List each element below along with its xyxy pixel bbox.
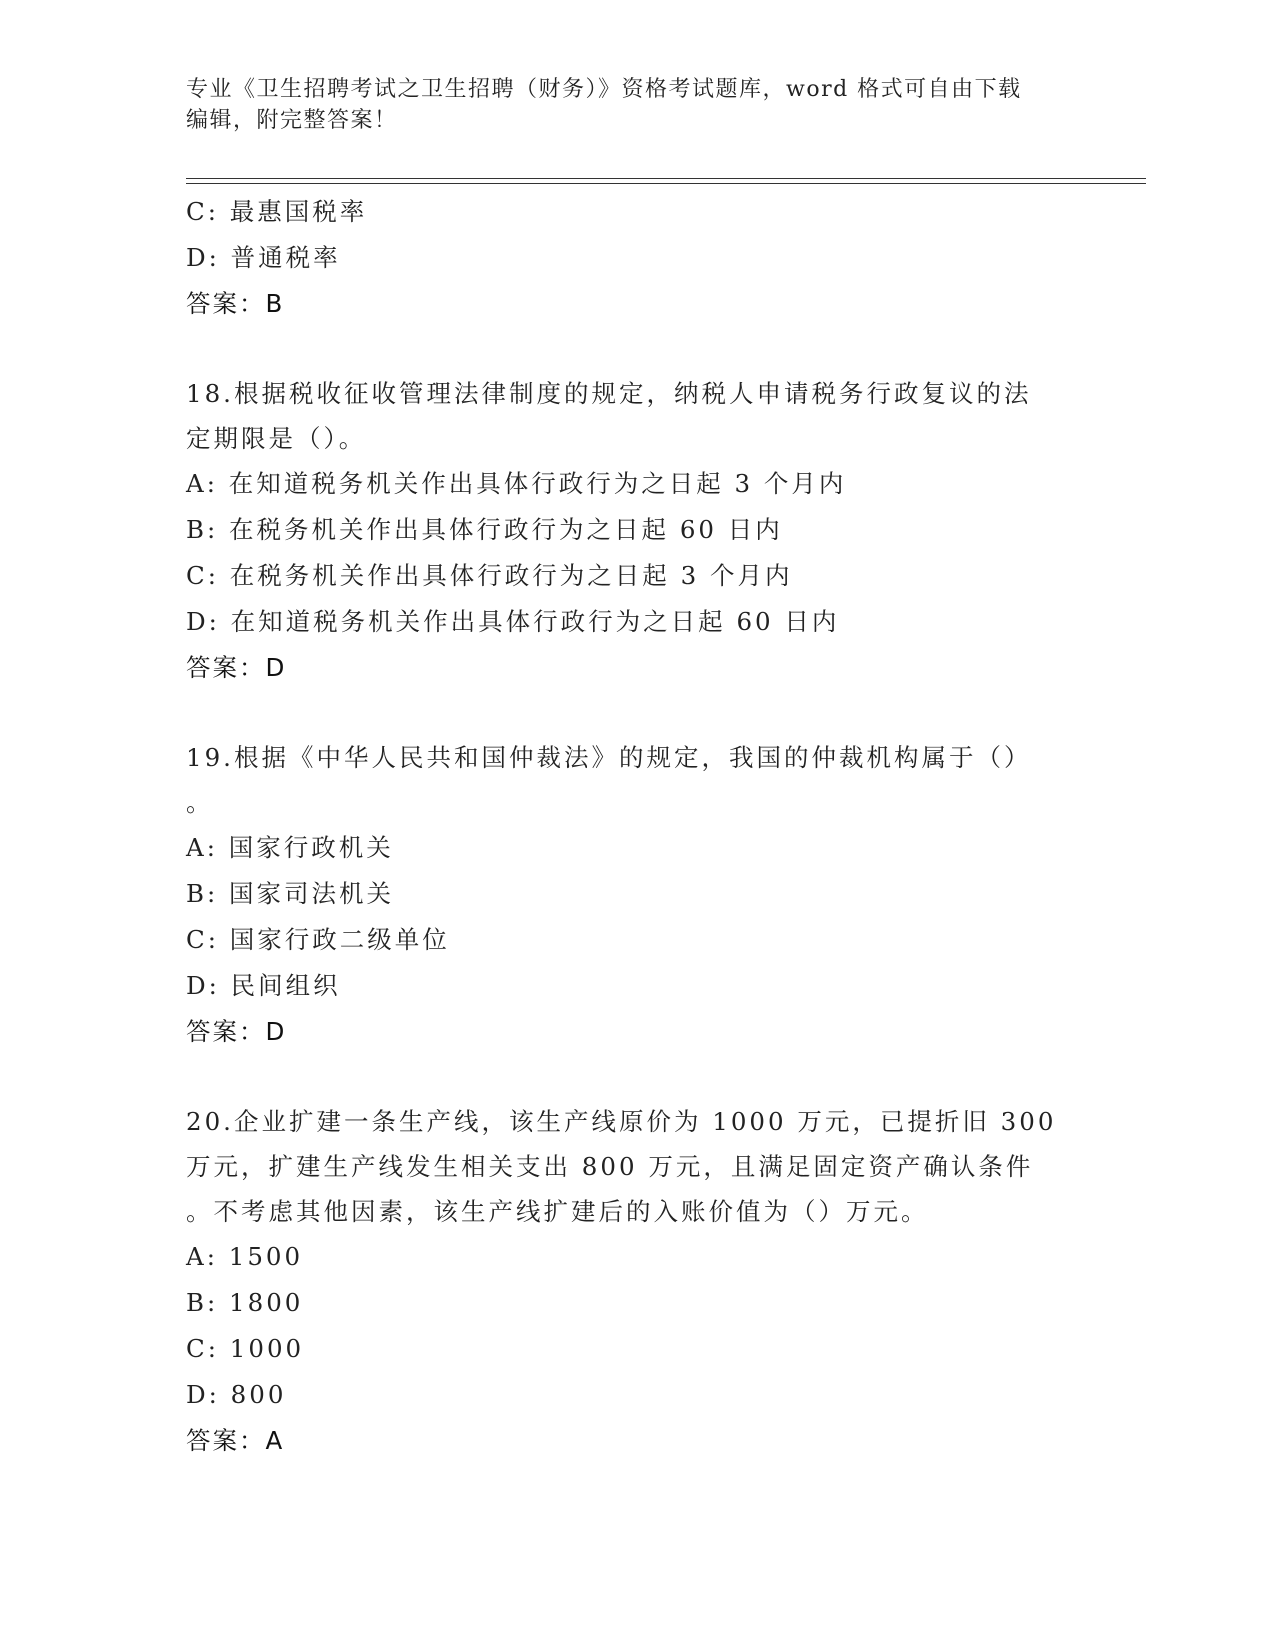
- option-d: D: 民间组织: [186, 971, 341, 1000]
- header-divider-top: [186, 178, 1146, 179]
- question-20: [186, 1099, 1086, 1464]
- answer-label: 答案：D: [186, 1017, 287, 1046]
- document-header: [186, 74, 1086, 136]
- answer-label: 答案：D: [186, 653, 287, 682]
- option-d: D: 普通税率: [186, 243, 341, 272]
- option-d: D: 在知道税务机关作出具体行政行为之日起 60 日内: [186, 607, 840, 636]
- option-c: C: 最惠国税率: [186, 197, 368, 226]
- option-d: D: 800: [186, 1380, 287, 1409]
- question-text-line: 定期限是（）。: [186, 424, 367, 453]
- spacer: [186, 691, 1086, 735]
- option-c: C: 1000: [186, 1334, 305, 1363]
- question-text-line: 万元，扩建生产线发生相关支出 800 万元，且满足固定资产确认条件: [186, 1152, 1034, 1181]
- question-text-line: 19.根据《中华人民共和国仲裁法》的规定，我国的仲裁机构属于（）: [186, 743, 1032, 772]
- option-a: A: 1500: [186, 1242, 304, 1271]
- option-c: C: 国家行政二级单位: [186, 925, 450, 954]
- question-17-continued: [186, 189, 1086, 327]
- spacer: [186, 327, 1086, 371]
- answer-label: 答案：A: [186, 1426, 285, 1455]
- option-c: C: 在税务机关作出具体行政行为之日起 3 个月内: [186, 561, 793, 590]
- question-text-line: 18.根据税收征收管理法律制度的规定，纳税人申请税务行政复议的法: [186, 379, 1032, 408]
- question-text-line: 。: [186, 788, 214, 817]
- header-divider-bottom: [186, 183, 1146, 184]
- question-list: [186, 189, 1086, 1464]
- option-b: B: 在税务机关作出具体行政行为之日起 60 日内: [186, 515, 783, 544]
- question-text-line: 20.企业扩建一条生产线，该生产线原价为 1000 万元，已提折旧 300: [186, 1107, 1057, 1136]
- spacer: [186, 1055, 1086, 1099]
- question-text: [186, 1099, 1086, 1234]
- option-a: A: 国家行政机关: [186, 833, 394, 862]
- header-line-1: 专业《卫生招聘考试之卫生招聘（财务）》资格考试题库，word 格式可自由下载: [186, 77, 1022, 102]
- question-19: [186, 735, 1086, 1055]
- question-18: [186, 371, 1086, 691]
- question-text: [186, 371, 1086, 461]
- header-line-2: 编辑，附完整答案！: [186, 108, 398, 133]
- option-b: B: 国家司法机关: [186, 879, 395, 908]
- option-b: B: 1800: [186, 1288, 304, 1317]
- option-a: A: 在知道税务机关作出具体行政行为之日起 3 个月内: [186, 469, 847, 498]
- answer-label: 答案：B: [186, 289, 285, 318]
- question-text-line: 。不考虑其他因素，该生产线扩建后的入账价值为（）万元。: [186, 1197, 929, 1226]
- question-text: [186, 735, 1086, 825]
